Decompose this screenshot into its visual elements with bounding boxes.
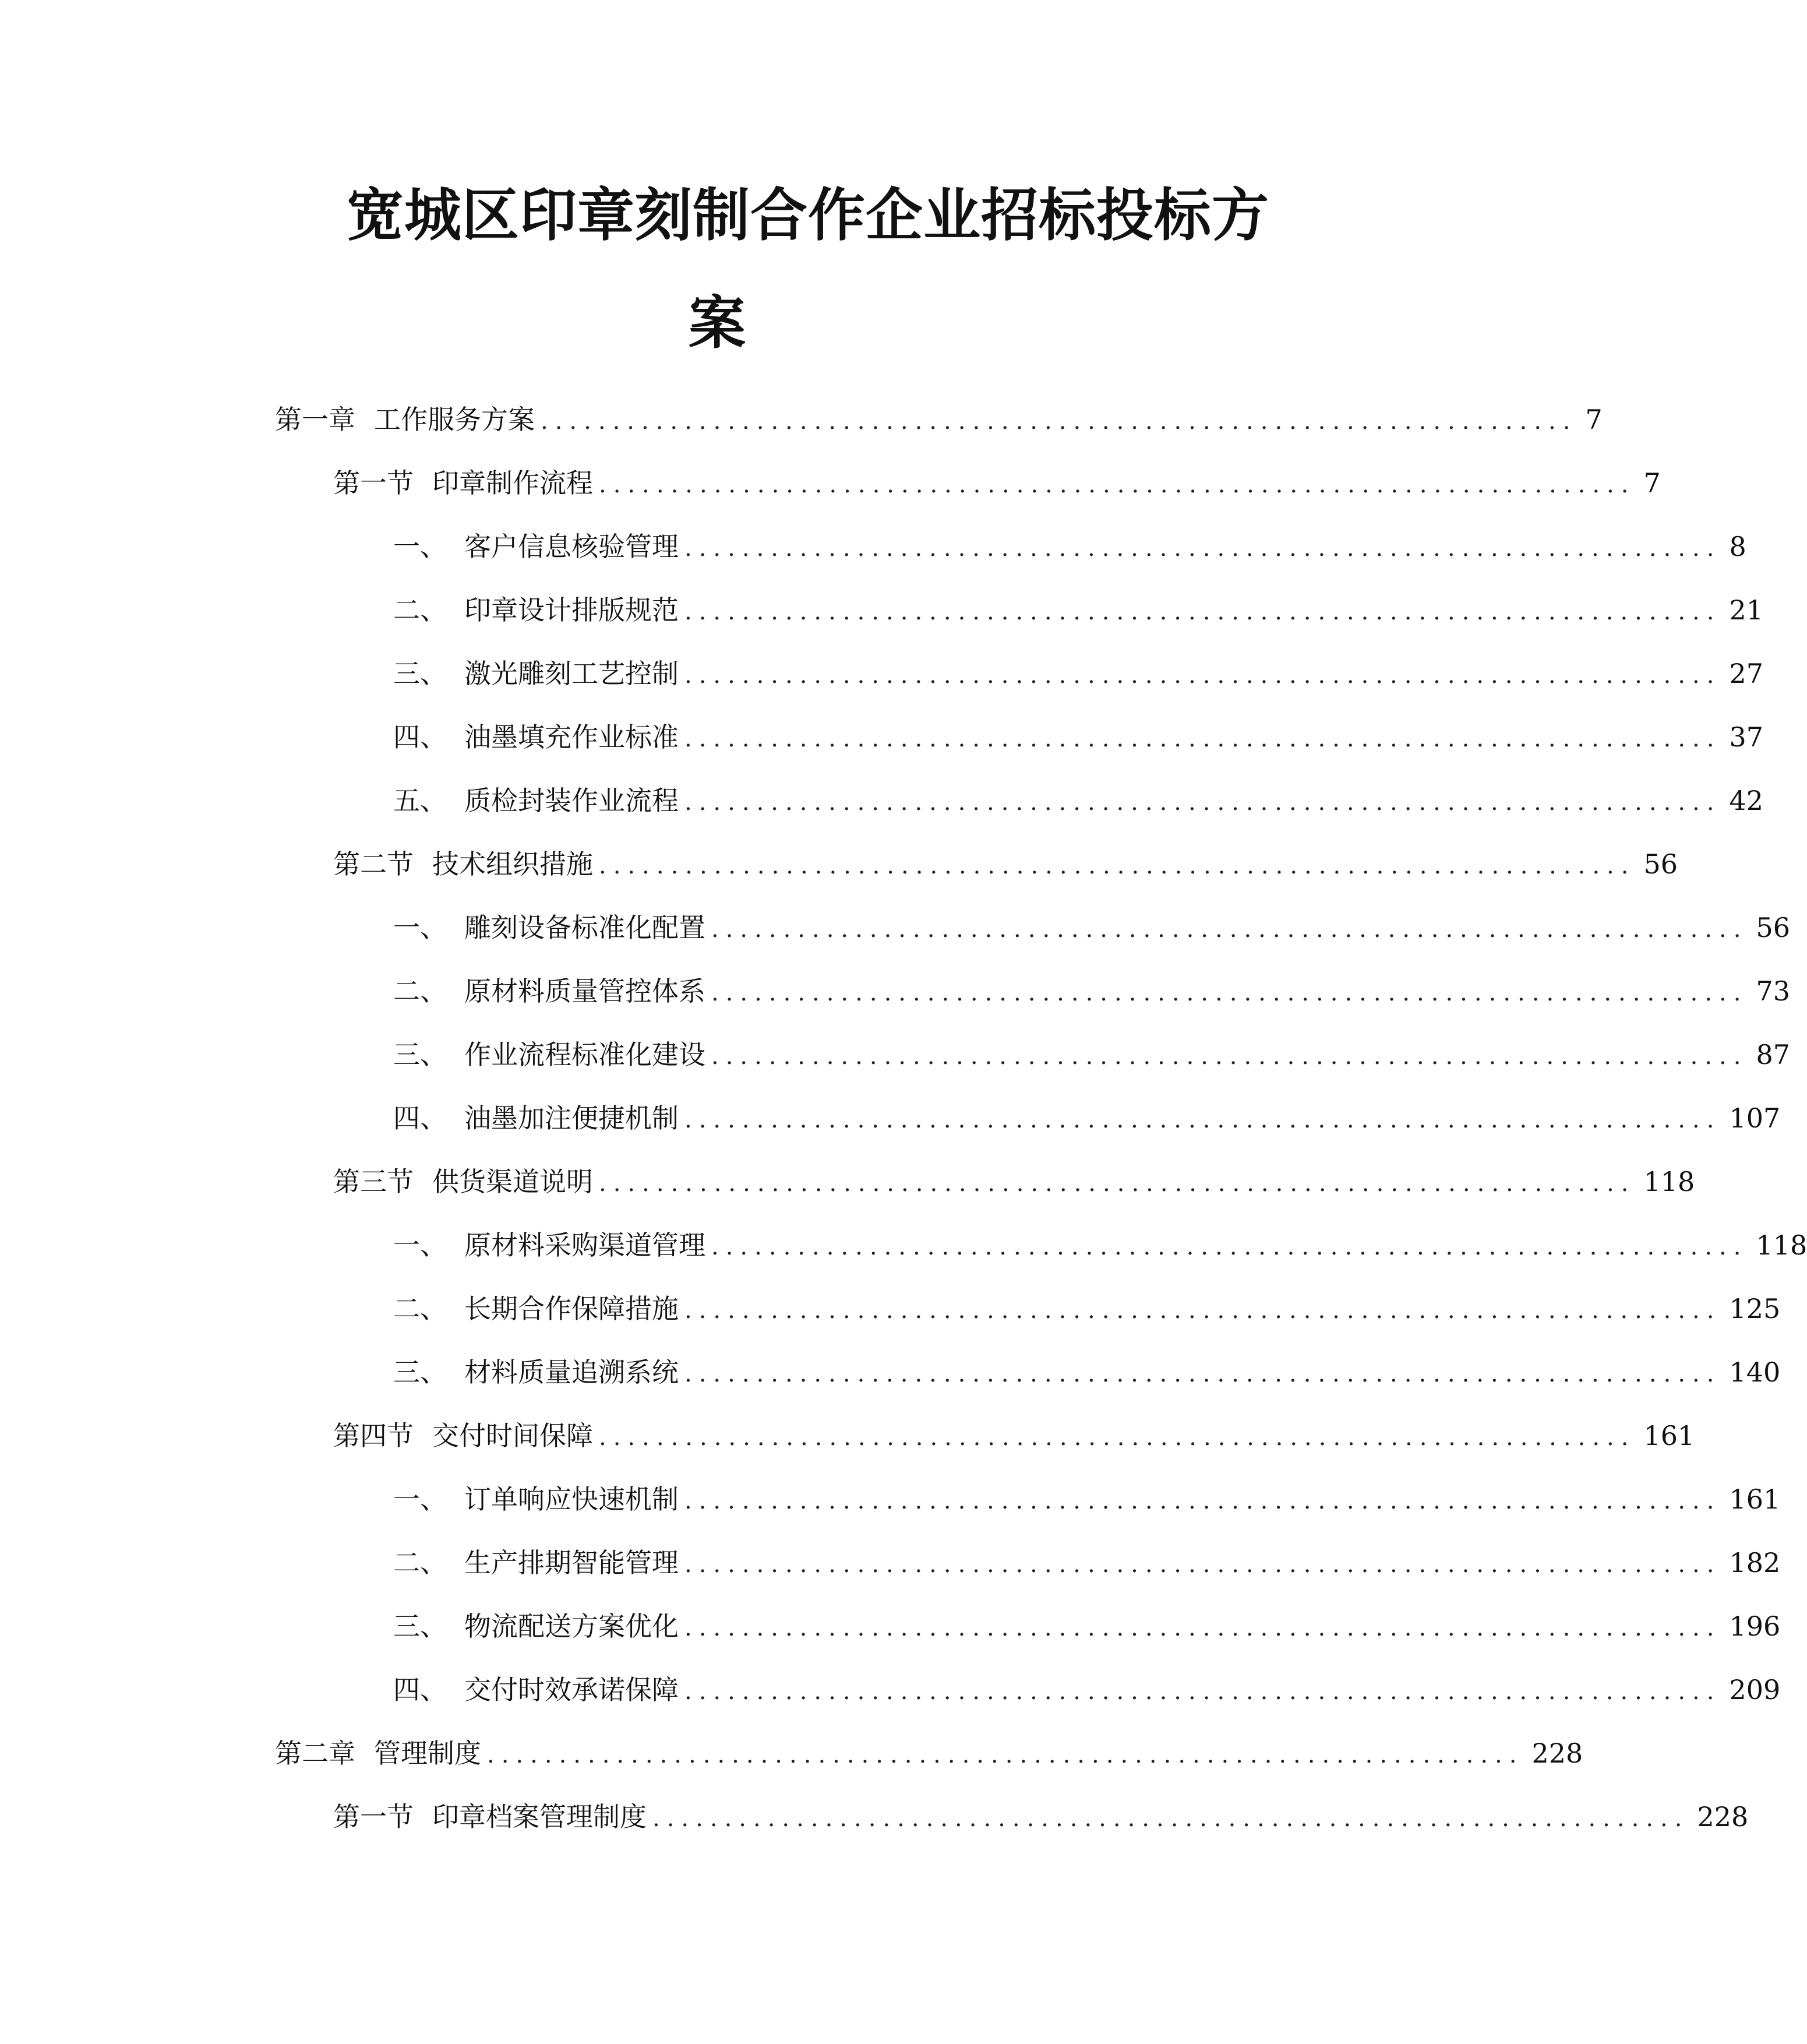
toc-prefix: 第二章 xyxy=(275,1738,355,1769)
toc-page-number: 7 xyxy=(1643,467,1661,499)
toc-leader: ........................................................................ xyxy=(711,1234,1748,1260)
toc-prefix: 三、 xyxy=(393,1356,447,1388)
toc-entry-item[interactable] xyxy=(393,650,1764,691)
toc-text: 油墨填充作业标准 xyxy=(464,721,679,753)
toc-entry-section[interactable] xyxy=(333,841,1678,882)
toc-page-number: 161 xyxy=(1729,1483,1781,1515)
toc-leader: ........................................................................ xyxy=(684,1106,1721,1133)
toc-entry-section[interactable] xyxy=(333,1412,1695,1453)
toc-text: 生产排期智能管理 xyxy=(464,1547,679,1578)
toc-text: 长期合作保障措施 xyxy=(464,1293,679,1324)
toc-prefix: 一、 xyxy=(393,1229,447,1261)
toc-entry-item[interactable] xyxy=(393,1476,1781,1517)
toc-entry-item[interactable] xyxy=(393,1285,1781,1326)
toc-prefix: 第三节 xyxy=(333,1166,414,1197)
toc-prefix: 二、 xyxy=(393,1547,447,1578)
toc-entry-item[interactable] xyxy=(393,777,1764,818)
toc-prefix: 四、 xyxy=(393,1674,447,1705)
toc-entry-item[interactable] xyxy=(393,1539,1781,1580)
toc-text: 油墨加注便捷机制 xyxy=(464,1102,679,1134)
toc-entry-item[interactable] xyxy=(393,1603,1781,1644)
toc-leader: ........................................................................ xyxy=(684,535,1721,562)
toc-text: 印章设计排版规范 xyxy=(464,594,679,626)
toc-entry-item[interactable] xyxy=(393,1349,1781,1390)
toc-page-number: 118 xyxy=(1643,1166,1695,1197)
toc-page-number: 161 xyxy=(1643,1420,1695,1451)
toc-text: 材料质量追溯系统 xyxy=(464,1356,679,1388)
toc-leader: ........................................................................ xyxy=(599,1170,1636,1197)
toc-leader: ........................................................................ xyxy=(684,1488,1721,1514)
toc-entry-item[interactable] xyxy=(393,523,1746,564)
toc-prefix: 第四节 xyxy=(333,1420,414,1451)
toc-page-number: 42 xyxy=(1729,785,1764,816)
toc-prefix: 一、 xyxy=(393,1483,447,1515)
toc-leader: ........................................................................ xyxy=(684,662,1721,689)
toc-leader: ........................................................................ xyxy=(684,1551,1721,1578)
toc-leader: ........................................................................ xyxy=(711,916,1748,943)
toc-prefix: 二、 xyxy=(393,594,447,626)
toc-page-number: 27 xyxy=(1729,658,1764,689)
toc-leader: ........................................................................ xyxy=(652,1805,1689,1832)
toc-text: 订单响应快速机制 xyxy=(464,1483,679,1515)
toc-entry-chapter[interactable] xyxy=(275,396,1603,437)
toc-page-number: 37 xyxy=(1729,721,1764,753)
toc-page-number: 56 xyxy=(1756,912,1791,943)
toc-page-number: 196 xyxy=(1729,1610,1781,1642)
toc-prefix: 一、 xyxy=(393,912,447,943)
toc-text: 原材料质量管控体系 xyxy=(464,975,705,1007)
toc-leader: ........................................................................ xyxy=(684,1361,1721,1387)
toc-leader: ........................................................................ xyxy=(684,1297,1721,1324)
title-line-1: 宽城区印章刻制合作企业招标投标方 xyxy=(347,182,1270,249)
toc-prefix: 三、 xyxy=(393,1039,447,1070)
toc-page-number: 21 xyxy=(1729,594,1764,626)
toc-text: 技术组织措施 xyxy=(432,848,593,880)
toc-page-number: 56 xyxy=(1643,848,1678,880)
toc-leader: ........................................................................ xyxy=(599,471,1636,498)
toc-prefix: 第一节 xyxy=(333,1801,414,1832)
toc-leader: ........................................................................ xyxy=(711,1043,1748,1070)
toc-entry-item[interactable] xyxy=(393,587,1764,628)
toc-text: 印章档案管理制度 xyxy=(432,1801,647,1832)
toc-entry-item[interactable] xyxy=(393,968,1791,1009)
toc-page-number: 8 xyxy=(1729,531,1746,562)
toc-page-number: 182 xyxy=(1729,1547,1781,1578)
toc-text: 质检封装作业流程 xyxy=(464,785,679,816)
toc-text: 物流配送方案优化 xyxy=(464,1610,679,1642)
toc-entry-item[interactable] xyxy=(393,904,1791,945)
toc-text: 雕刻设备标准化配置 xyxy=(464,912,705,943)
toc-prefix: 三、 xyxy=(393,658,447,689)
toc-text: 交付时间保障 xyxy=(432,1420,593,1451)
toc-text: 印章制作流程 xyxy=(432,467,593,499)
toc-leader: ........................................................................ xyxy=(684,725,1721,752)
toc-prefix: 三、 xyxy=(393,1610,447,1642)
toc-page-number: 107 xyxy=(1729,1102,1781,1134)
toc-prefix: 第一章 xyxy=(275,404,355,435)
title-line-2: 案 xyxy=(689,290,746,357)
toc-leader: ........................................................................ xyxy=(711,979,1748,1006)
toc-prefix: 四、 xyxy=(393,1102,447,1134)
toc-entry-item[interactable] xyxy=(393,714,1764,755)
toc-text: 管理制度 xyxy=(374,1738,481,1769)
toc-page-number: 73 xyxy=(1756,975,1791,1007)
toc-text: 供货渠道说明 xyxy=(432,1166,593,1197)
toc-text: 客户信息核验管理 xyxy=(464,531,679,562)
toc-page-number: 140 xyxy=(1729,1356,1781,1388)
toc-text: 工作服务方案 xyxy=(374,404,535,435)
toc-prefix: 四、 xyxy=(393,721,447,753)
toc-leader: ........................................................................ xyxy=(684,1678,1721,1705)
toc-page-number: 125 xyxy=(1729,1293,1781,1324)
toc-prefix: 二、 xyxy=(393,1293,447,1324)
toc-prefix: 一、 xyxy=(393,531,447,562)
toc-entry-item[interactable] xyxy=(393,1666,1781,1707)
toc-page-number: 118 xyxy=(1756,1229,1807,1261)
toc-text: 原材料采购渠道管理 xyxy=(464,1229,705,1261)
toc-page-number: 209 xyxy=(1729,1674,1781,1705)
toc-prefix: 第二节 xyxy=(333,848,414,880)
toc-entry-item[interactable] xyxy=(393,1031,1791,1072)
toc-page-number: 7 xyxy=(1585,404,1603,435)
toc-prefix: 五、 xyxy=(393,785,447,816)
toc-leader: ........................................................................ xyxy=(684,1615,1721,1641)
toc-entry-section[interactable] xyxy=(333,1158,1695,1199)
toc-entry-section[interactable] xyxy=(333,1793,1749,1834)
toc-page-number: 87 xyxy=(1756,1039,1791,1070)
toc-leader: ........................................................................ xyxy=(541,408,1577,435)
toc-entry-chapter[interactable] xyxy=(275,1730,1583,1771)
toc-leader: ........................................................................ xyxy=(684,789,1721,816)
toc-text: 作业流程标准化建设 xyxy=(464,1039,705,1070)
toc-entry-item[interactable] xyxy=(393,1095,1781,1136)
toc-leader: ........................................................................ xyxy=(599,852,1636,879)
toc-leader: ........................................................................ xyxy=(487,1742,1524,1768)
toc-entry-item[interactable] xyxy=(393,1222,1807,1263)
toc-leader: ........................................................................ xyxy=(599,1424,1636,1451)
toc-prefix: 二、 xyxy=(393,975,447,1007)
toc-entry-section[interactable] xyxy=(333,460,1661,501)
toc-page-number: 228 xyxy=(1697,1801,1749,1832)
toc-page-number: 228 xyxy=(1531,1738,1583,1769)
toc-leader: ........................................................................ xyxy=(684,598,1721,625)
toc-text: 激光雕刻工艺控制 xyxy=(464,658,679,689)
toc-prefix: 第一节 xyxy=(333,467,414,499)
toc-text: 交付时效承诺保障 xyxy=(464,1674,679,1705)
